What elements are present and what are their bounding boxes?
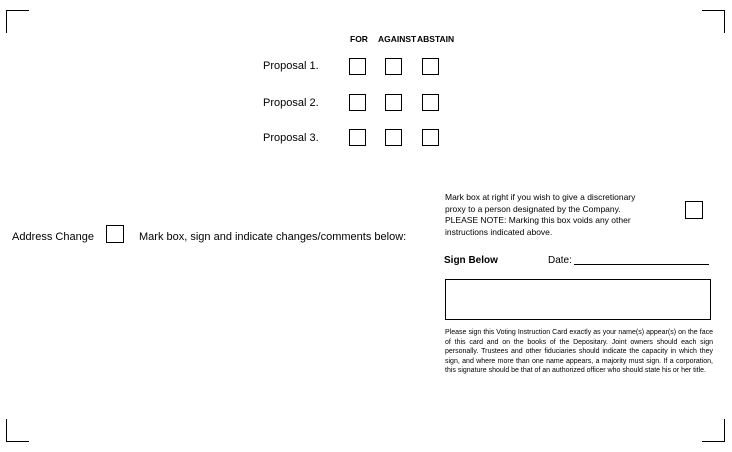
signing-instructions: Please sign this Voting Instruction Card exactly as your name(s) appear(s) on the face of this card and on the books of the Depositary. Joint owners should each sign personally. Trustees and other fiduciaries should indicate the capacity in which they sign, and where more than one name appears, a majority must sign. If a corporation, this signature should be that of an authorized officer who should state his or her title. <box>445 329 713 375</box>
discretionary-line-3: PLEASE NOTE: Marking this box voids any other <box>445 215 631 225</box>
proposal-1-abstain-checkbox[interactable] <box>422 58 439 75</box>
crop-mark-top-right <box>702 10 725 33</box>
discretionary-line-2: proxy to a person designated by the Company. <box>445 203 621 214</box>
proposal-2-label: Proposal 2. <box>263 97 319 109</box>
address-change-instruction: Mark box, sign and indicate changes/comments below: <box>139 231 407 243</box>
proposal-3-against-checkbox[interactable] <box>385 129 402 146</box>
date-label: Date: <box>548 255 572 266</box>
address-change-checkbox[interactable] <box>106 225 124 243</box>
proposal-3-label: Proposal 3. <box>263 132 319 144</box>
proposal-2-against-checkbox[interactable] <box>385 94 402 111</box>
proposal-1-for-checkbox[interactable] <box>349 58 366 75</box>
proposal-1-against-checkbox[interactable] <box>385 58 402 75</box>
address-change-label: Address Change <box>12 231 94 243</box>
date-input-line[interactable] <box>574 264 709 265</box>
crop-mark-bottom-right <box>702 419 725 442</box>
column-header-abstain: ABSTAIN <box>417 34 455 44</box>
discretionary-proxy-checkbox[interactable] <box>685 201 703 219</box>
discretionary-line-1: Mark box at right if you wish to give a discretionary <box>445 192 636 202</box>
proposal-3-for-checkbox[interactable] <box>349 129 366 146</box>
column-header-against: AGAINST <box>378 34 417 44</box>
signature-box[interactable] <box>445 279 711 320</box>
proposal-1-label: Proposal 1. <box>263 60 319 72</box>
crop-mark-top-left <box>6 10 29 33</box>
discretionary-line-4: instructions indicated above. <box>445 226 553 237</box>
proposal-2-abstain-checkbox[interactable] <box>422 94 439 111</box>
proposal-2-for-checkbox[interactable] <box>349 94 366 111</box>
column-header-for: FOR <box>350 34 368 44</box>
sign-below-label: Sign Below <box>444 255 498 266</box>
crop-mark-bottom-left <box>6 419 29 442</box>
discretionary-proxy-text <box>445 192 660 238</box>
proposal-3-abstain-checkbox[interactable] <box>422 129 439 146</box>
